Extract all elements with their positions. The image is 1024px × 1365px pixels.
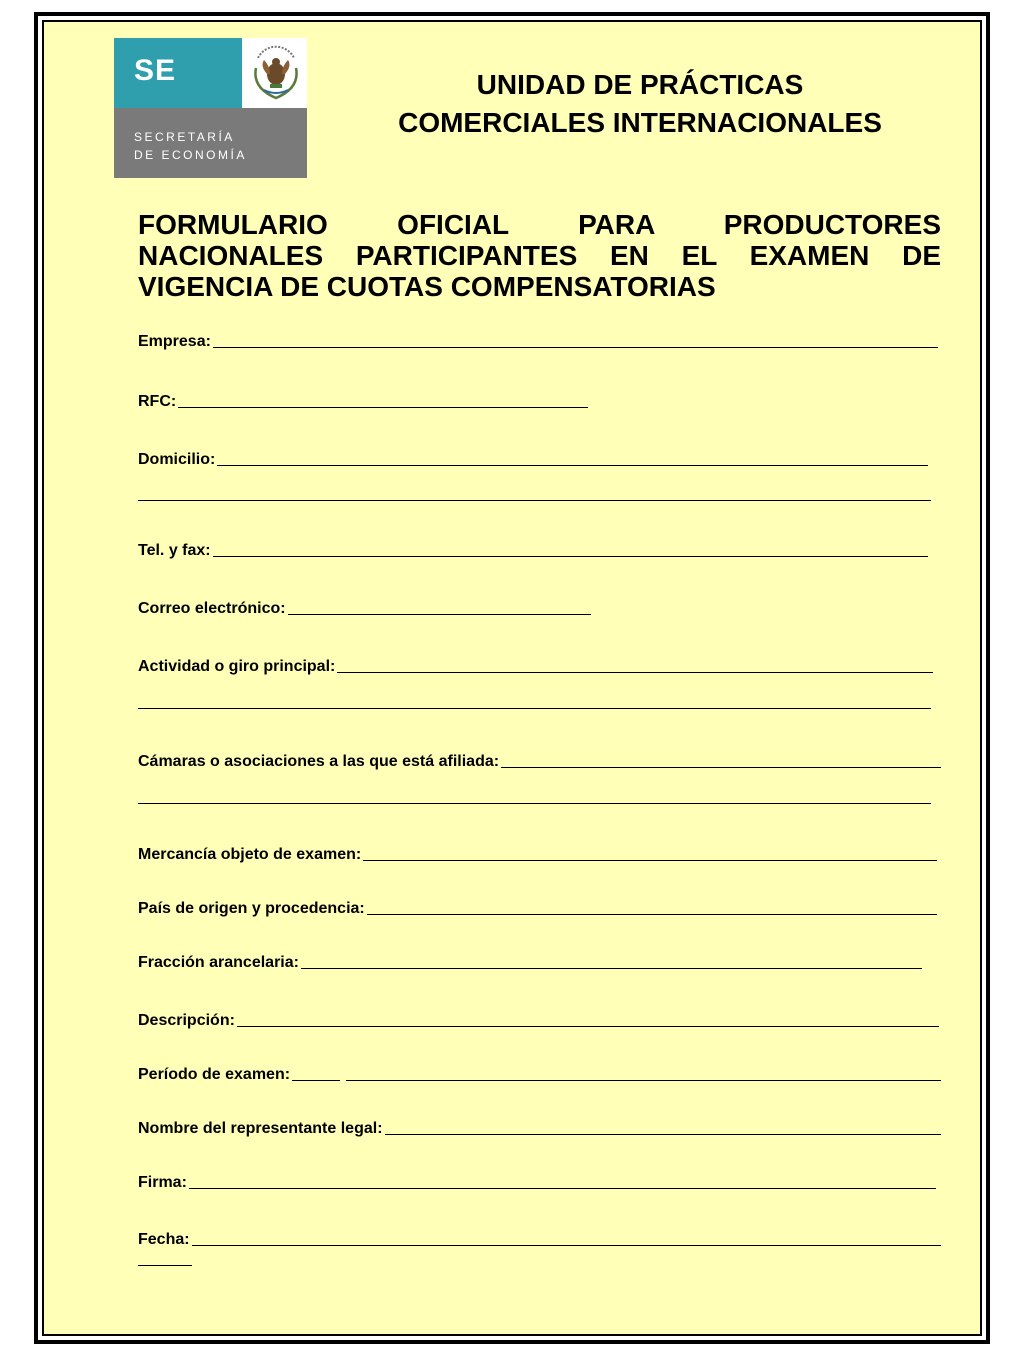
field-actividad-line[interactable] <box>337 672 933 673</box>
field-actividad[interactable] <box>138 654 933 676</box>
field-domicilio-line[interactable] <box>217 465 928 466</box>
field-fraccion-label: Fracción arancelaria: <box>138 954 299 971</box>
field-domicilio[interactable] <box>138 447 928 469</box>
field-firma-label: Firma: <box>138 1174 187 1191</box>
field-firma[interactable] <box>138 1170 936 1192</box>
field-representante[interactable] <box>138 1116 941 1138</box>
field-representante-label: Nombre del representante legal: <box>138 1120 383 1137</box>
field-tel-fax-label: Tel. y fax: <box>138 542 211 559</box>
unit-title-line-2: COMERCIALES INTERNACIONALES <box>398 107 882 138</box>
field-periodo-line-end[interactable] <box>346 1080 941 1081</box>
field-actividad-label: Actividad o giro principal: <box>138 658 336 675</box>
field-periodo[interactable] <box>138 1062 941 1084</box>
field-firma-line[interactable] <box>189 1188 936 1189</box>
field-fecha[interactable] <box>138 1227 941 1249</box>
field-pais-label: País de origen y procedencia: <box>138 900 365 917</box>
logo-teal-block <box>114 38 242 108</box>
field-empresa-line[interactable] <box>213 347 938 348</box>
field-descripcion-label: Descripción: <box>138 1012 235 1029</box>
field-fecha-line[interactable] <box>192 1245 941 1246</box>
field-rfc-line[interactable] <box>178 407 588 408</box>
logo-name-line-1: SECRETARÍA <box>134 130 235 144</box>
field-pais[interactable] <box>138 896 937 918</box>
field-domicilio-line-2[interactable] <box>138 500 931 501</box>
unit-title <box>360 66 920 142</box>
field-mercancia-line[interactable] <box>363 860 937 861</box>
field-pais-line[interactable] <box>367 914 937 915</box>
logo-name <box>134 128 247 164</box>
field-correo-line[interactable] <box>288 614 591 615</box>
form-title: FORMULARIO OFICIAL PARA PRODUCTORES NACIONALES PARTICIPANTES EN EL EXAMEN DE VIGENCIA DE CUOTAS COMPENSATORIAS <box>138 209 941 302</box>
field-empresa[interactable] <box>138 329 938 351</box>
field-empresa-label: Empresa: <box>138 333 211 350</box>
field-periodo-line-start[interactable] <box>292 1080 340 1081</box>
field-tel-fax[interactable] <box>138 538 928 560</box>
field-fecha-line-2[interactable] <box>138 1265 192 1266</box>
field-representante-line[interactable] <box>385 1134 941 1135</box>
logo-abbreviation: SE <box>134 54 177 87</box>
field-rfc[interactable] <box>138 389 588 411</box>
field-descripcion[interactable] <box>138 1008 939 1030</box>
field-camaras-label: Cámaras o asociaciones a las que está afiliada: <box>138 753 500 770</box>
field-rfc-label: RFC: <box>138 393 177 410</box>
mexican-coat-of-arms-icon <box>250 44 302 102</box>
field-fecha-label: Fecha: <box>138 1231 190 1248</box>
field-fraccion[interactable] <box>138 950 922 972</box>
field-domicilio-label: Domicilio: <box>138 451 216 468</box>
logo-name-line-2: DE ECONOMÍA <box>134 148 247 162</box>
field-correo[interactable] <box>138 596 591 618</box>
field-mercancia-label: Mercancía objeto de examen: <box>138 846 362 863</box>
field-tel-fax-line[interactable] <box>213 556 928 557</box>
logo-name-block <box>114 108 307 178</box>
field-actividad-line-2[interactable] <box>138 708 931 709</box>
field-camaras[interactable] <box>138 749 941 771</box>
field-periodo-label: Período de examen: <box>138 1066 291 1083</box>
unit-title-line-1: UNIDAD DE PRÁCTICAS <box>476 69 804 100</box>
field-mercancia[interactable] <box>138 842 937 864</box>
field-correo-label: Correo electrónico: <box>138 600 286 617</box>
field-camaras-line[interactable] <box>501 767 941 768</box>
field-descripcion-line[interactable] <box>237 1026 939 1027</box>
field-camaras-line-2[interactable] <box>138 803 931 804</box>
secretaria-economia-logo <box>114 38 307 178</box>
field-fraccion-line[interactable] <box>301 968 922 969</box>
